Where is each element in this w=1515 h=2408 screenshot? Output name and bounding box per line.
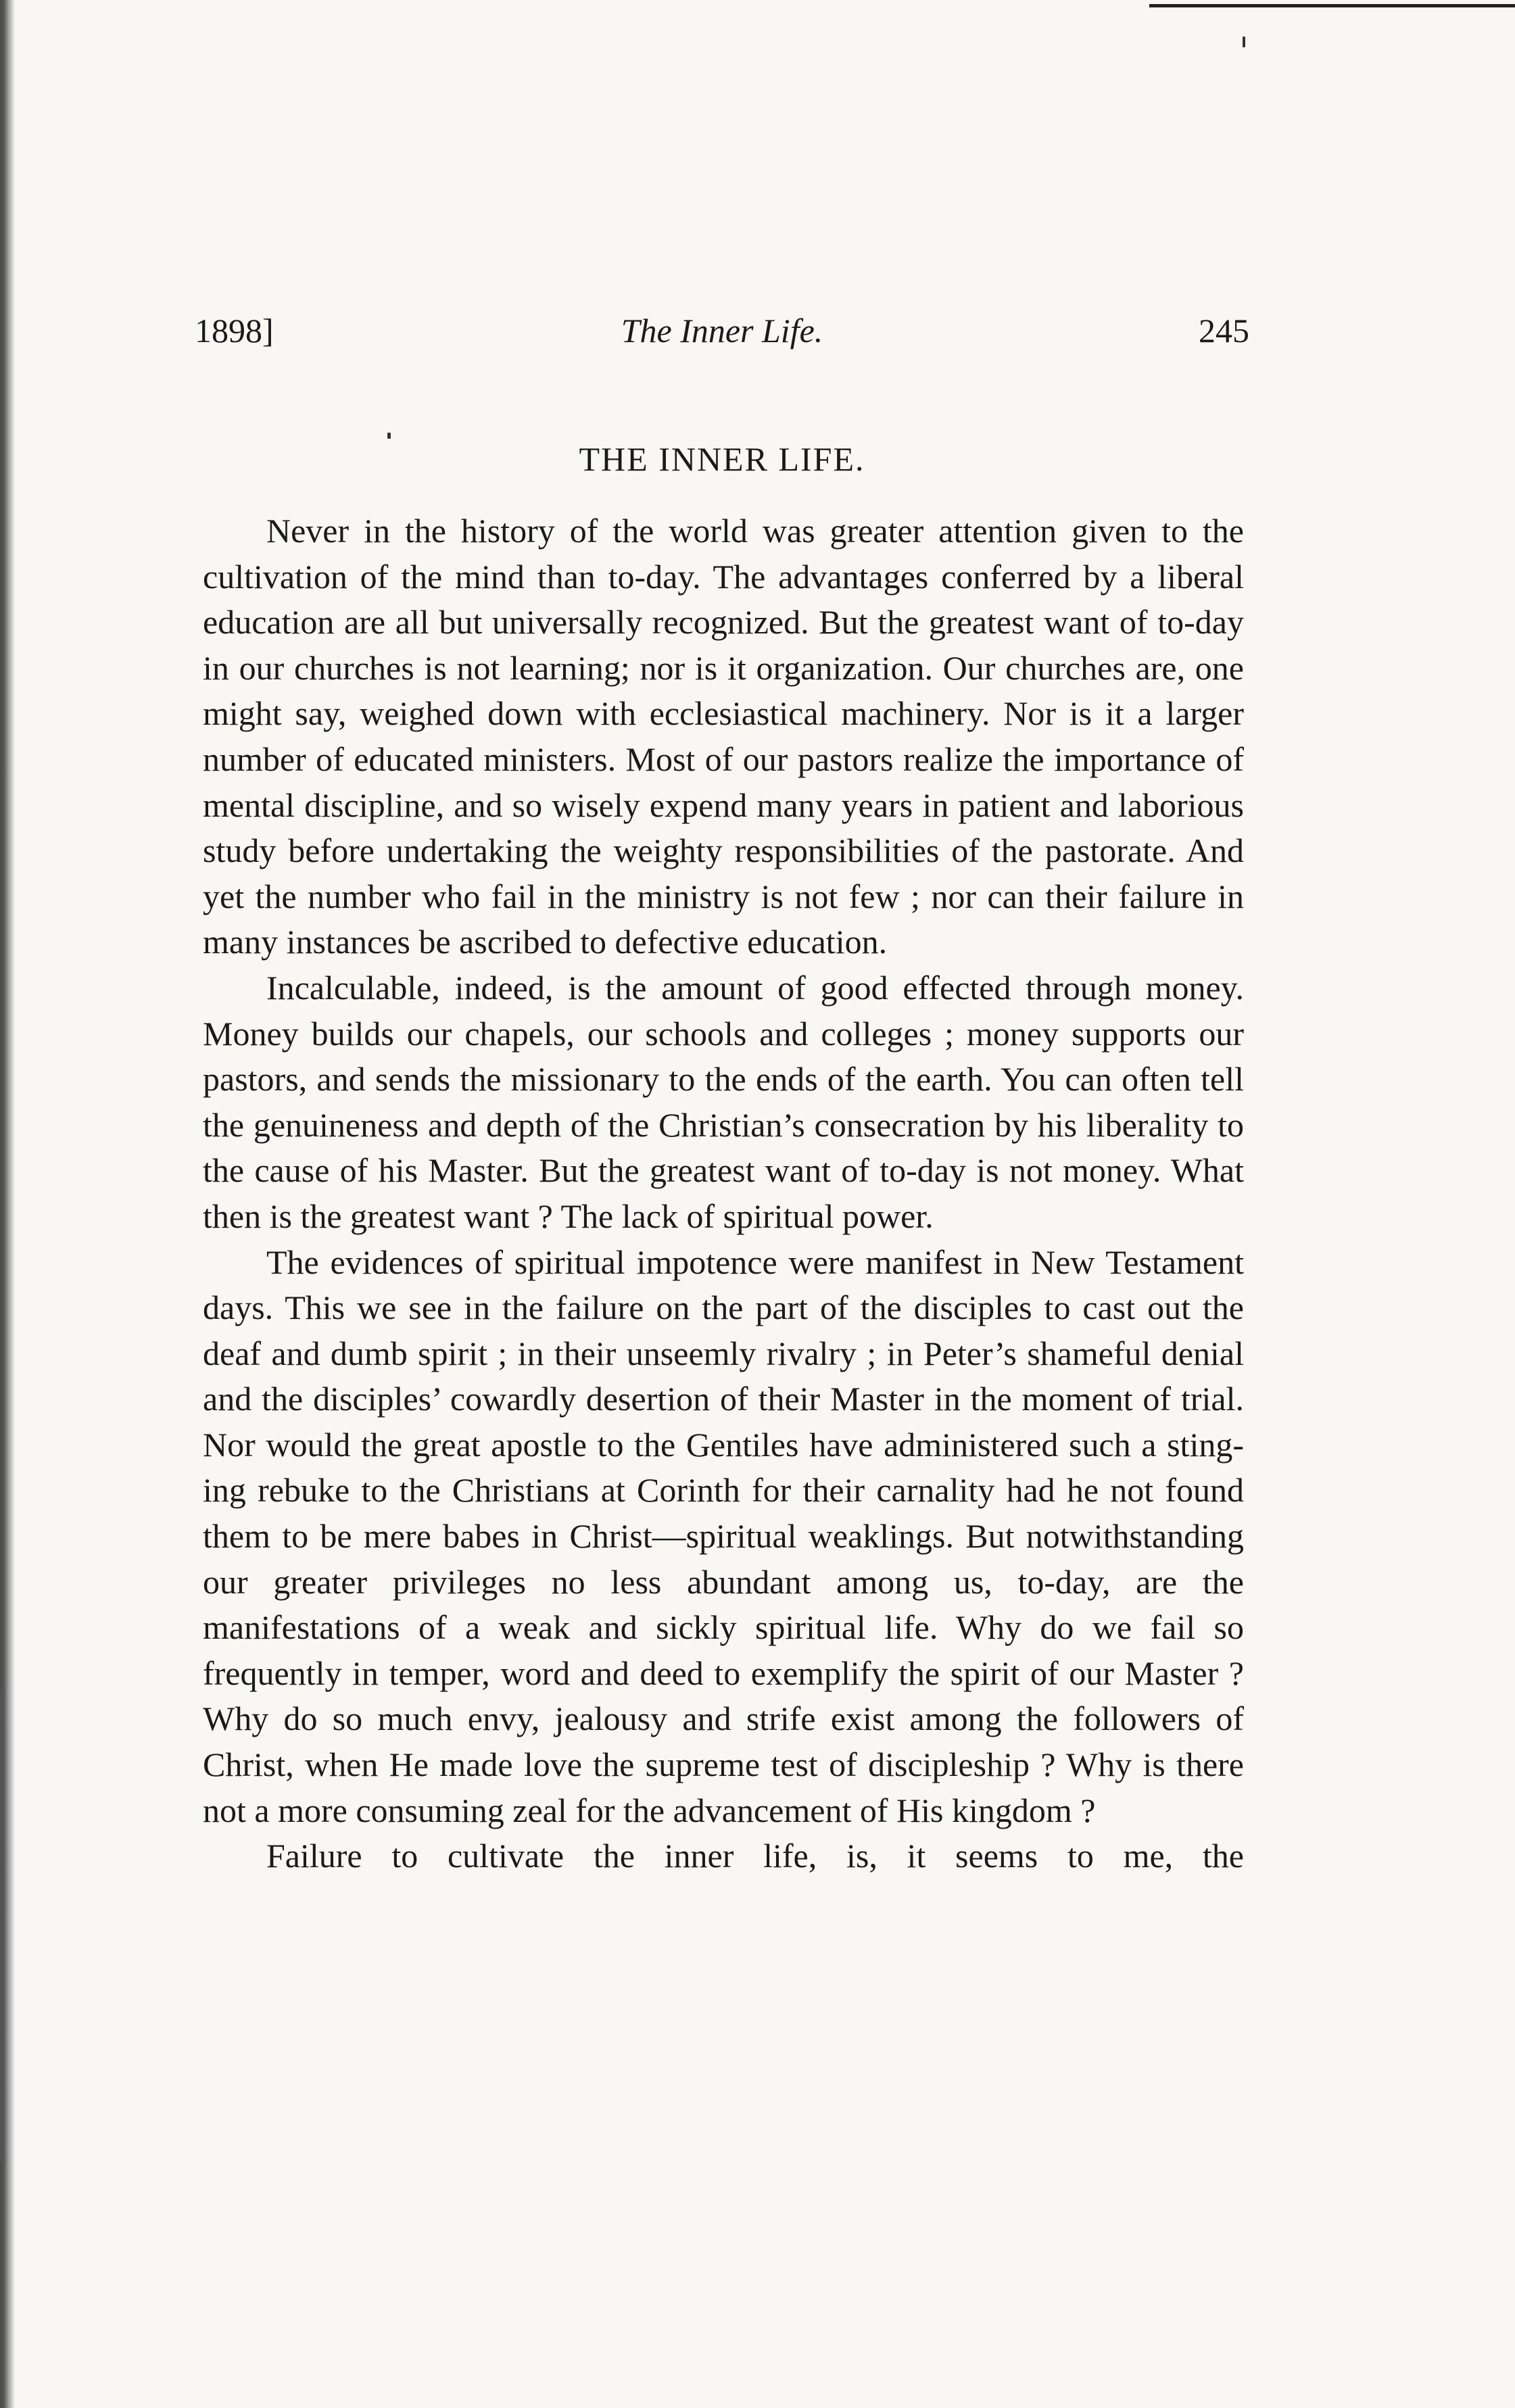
article-title: THE INNER LIFE. bbox=[579, 440, 865, 478]
scan-speck bbox=[387, 433, 391, 439]
binding-shadow-lower bbox=[0, 1690, 5, 2163]
scan-speck bbox=[1243, 37, 1245, 47]
running-title: The Inner Life. bbox=[621, 312, 823, 350]
header-year: 1898] bbox=[195, 312, 274, 350]
page-number: 245 bbox=[1199, 312, 1249, 350]
scan-edge-rule bbox=[1149, 4, 1515, 7]
paragraph: Incalculable, indeed, is the amount of good effected through money. Money builds our chapels, our schools and colleges ; money supports our pastors, and sends the missionary to the ends of the earth. You can often tell the genuineness and depth of the Christian’s consecration by his liberality to the cause of his Master. But the greatest want of to-day is not money. What then is the greatest want ? The lack of spiritual power. bbox=[203, 968, 1244, 1235]
article-body bbox=[203, 508, 1244, 1879]
running-header bbox=[195, 311, 1249, 358]
paragraph: The evidences of spiritual impotence were manifest in New Testament days. This we see in the failure on the part of the disciples to cast out the deaf and dumb spirit ; in their unseemly rivalry ; in Peter’s shameful denial and the disciples’ cowardly desertion of their Master in the moment of trial. Nor would the great apostle to the Gentiles have administered such a stinging rebuke to the Christians at Corinth for their carnality had he not found them to be mere babes in Christ—spiritual weaklings. But notwithstanding our greater privileges no less abundant among us, to-day, are the manifestations of a weak and sickly spiritual life. Why do we fail so frequently in temper, word and deed to exemplify the spirit of our Master ? Why do so much envy, jealousy and strife exist among the followers of Christ, when He made love the supreme test of discipleship ? Why is there not a more consuming zeal for the advancement of His kingdom ? bbox=[203, 1243, 1244, 1829]
paragraph: Failure to cultivate the inner life, is, it seems to me, the bbox=[266, 1837, 1244, 1875]
paragraph: Never in the history of the world was greater attention given to the cultivation of the mind than to-day. The advantages conferred by a liberal education are all but universally recognized. But the greatest want of to-day in our churches is not learning; nor is it organization. Our churches are, one might say, weighed down with ecclesiastical machinery. Nor is it a larger number of educated ministers. Most of our pastors realize the importance of mental discipline, and so wisely expend many years in patient and laborious study before undertaking the weighty responsibilities of the pastorate. And yet the number who fail in the ministry is not few ; nor can their failure in many instances be ascribed to defective education. bbox=[203, 512, 1244, 961]
